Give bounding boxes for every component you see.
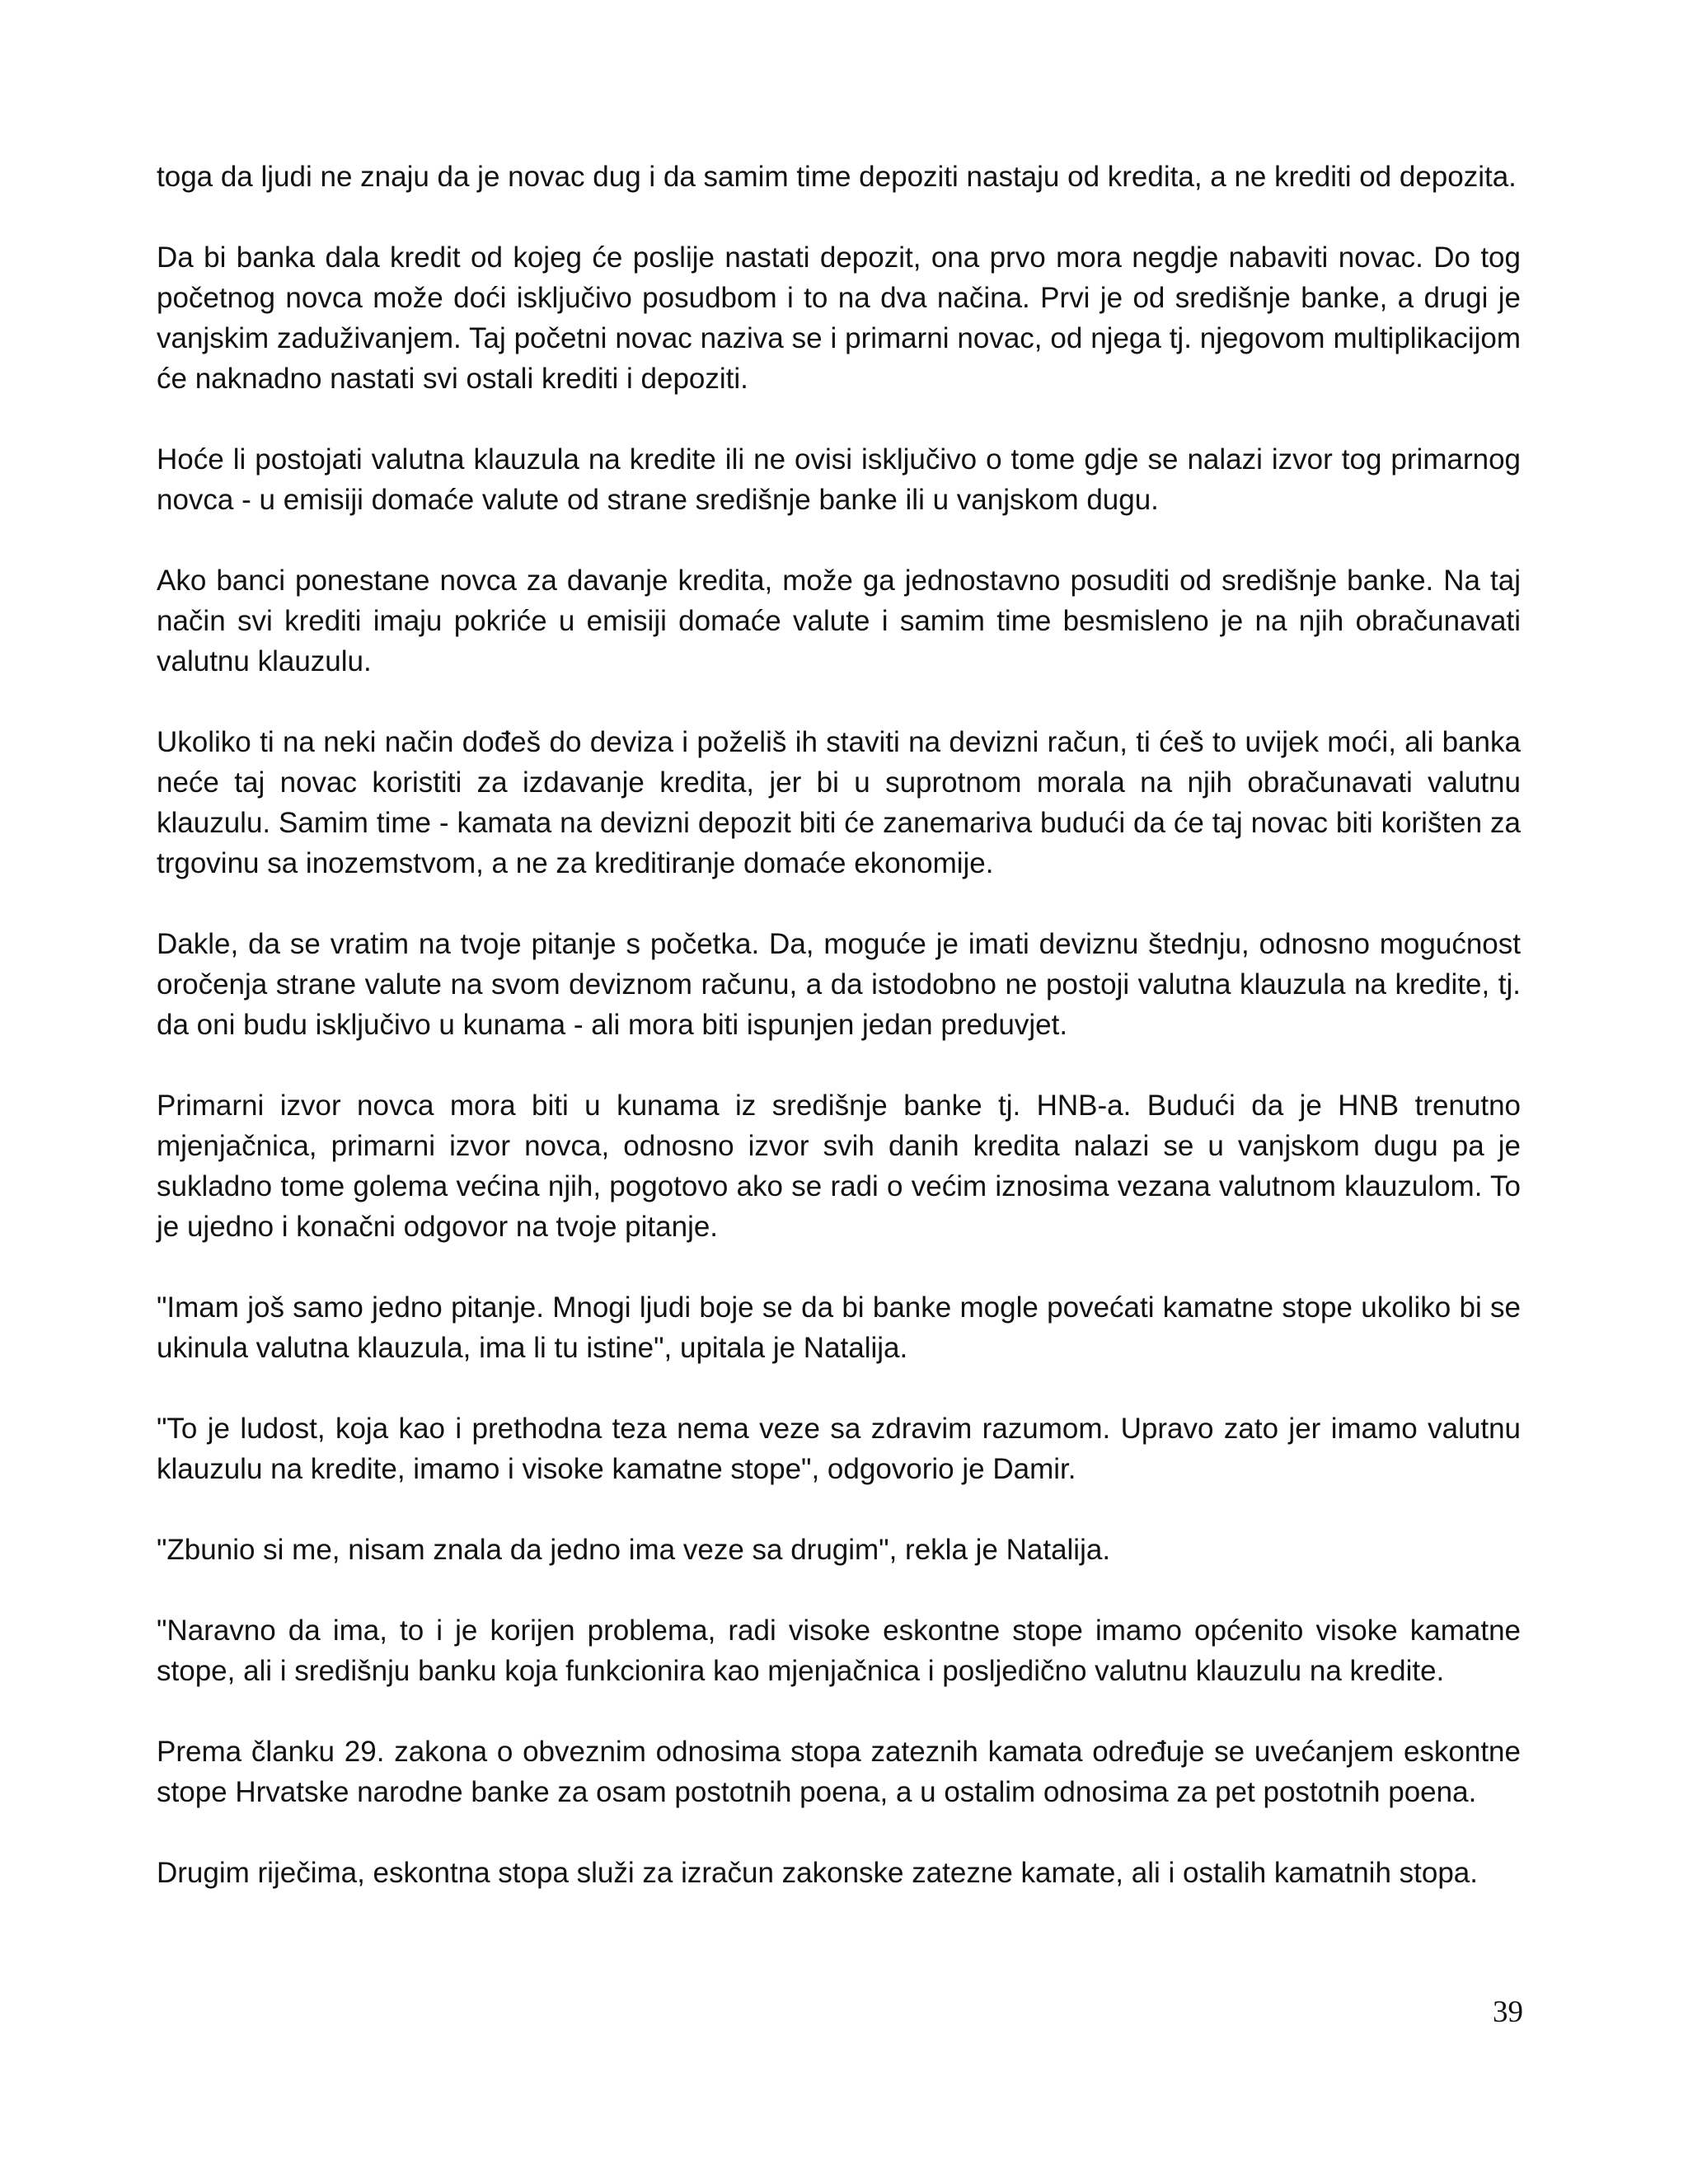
paragraph: Da bi banka dala kredit od kojeg će poslije nastati depozit, ona prvo mora negdje nabaviti novac. Do tog početnog novca može doći isključivo posudbom i to na dva načina. Prvi je od središnje banke, a drugi je vanjskim zaduživanjem. Taj početni novac naziva se i primarni novac, od njega tj. njegovom multiplikacijom će naknadno nastati svi ostali krediti i depoziti. [157,241,1521,395]
paragraph: "To je ludost, koja kao i prethodna teza nema veze sa zdravim razumom. Upravo zato jer imamo valutnu klauzulu na kredite, imamo i visoke kamatne stope", odgovorio je Damir. [157,1413,1521,1485]
paragraph: Ako banci ponestane novca za davanje kredita, može ga jednostavno posuditi od središnje banke. Na taj način svi krediti imaju pokriće u emisiji domaće valute i samim time besmisleno je na njih obračunavati valutnu klauzulu. [157,565,1521,677]
paragraph: Prema članku 29. zakona o obveznim odnosima stopa zateznih kamata određuje se uvećanjem eskontne stope Hrvatske narodne banke za osam postotnih poena, a u ostalim odnosima za pet postotnih poena. [157,1736,1521,1808]
paragraph: Drugim riječima, eskontna stopa služi za izračun zakonske zatezne kamate, ali i ostalih kamatnih stopa. [157,1857,1478,1889]
paragraph: "Zbunio si me, nisam znala da jedno ima veze sa drugim", rekla je Natalija. [157,1534,1111,1566]
body-text [157,157,1521,1893]
paragraph: Hoće li postojati valutna klauzula na kredite ili ne ovisi isključivo o tome gdje se nalazi izvor tog primarnog novca - u emisiji domaće valute od strane središnje banke ili u vanjskom dugu. [157,443,1521,516]
page-number: 39 [1493,1995,1523,2029]
paragraph: "Imam još samo jedno pitanje. Mnogi ljudi boje se da bi banke mogle povećati kamatne stope ukoliko bi se ukinula valutna klauzula, ima li tu istine", upitala je Natalija. [157,1291,1521,1364]
paragraph: Dakle, da se vratim na tvoje pitanje s početka. Da, moguće je imati deviznu štednju, odnosno mogućnost oročenja strane valute na svom deviznom računu, a da istodobno ne postoji valutna klauzula na kredite, tj. da oni budu isključivo u kunama - ali mora biti ispunjen jedan preduvjet. [157,928,1521,1041]
paragraph: Primarni izvor novca mora biti u kunama iz središnje banke tj. HNB-a. Budući da je HNB trenutno mjenjačnica, primarni izvor novca, odnosno izvor svih danih kredita nalazi se u vanjskom dugu pa je sukladno tome golema većina njih, pogotovo ako se radi o većim iznosima vezana valutnom klauzulom. To je ujedno i konačni odgovor na tvoje pitanje. [157,1090,1521,1243]
paragraph: "Naravno da ima, to i je korijen problema, radi visoke eskontne stope imamo općenito visoke kamatne stope, ali i središnju banku koja funkcionira kao mjenjačnica i posljedično valutnu klauzulu na kredite. [157,1615,1521,1687]
paragraph: Ukoliko ti na neki način dođeš do deviza i poželiš ih staviti na devizni račun, ti ćeš to uvijek moći, ali banka neće taj novac koristiti za izdavanje kredita, jer bi u suprotnom morala na njih obračunavati valutnu klauzulu. Samim time - kamata na devizni depozit biti će zanemariva budući da će taj novac biti korišten za trgovinu sa inozemstvom, a ne za kreditiranje domaće ekonomije. [157,726,1521,879]
paragraph: toga da ljudi ne znaju da je novac dug i da samim time depoziti nastaju od kredita, a ne krediti od depozita. [157,161,1517,193]
